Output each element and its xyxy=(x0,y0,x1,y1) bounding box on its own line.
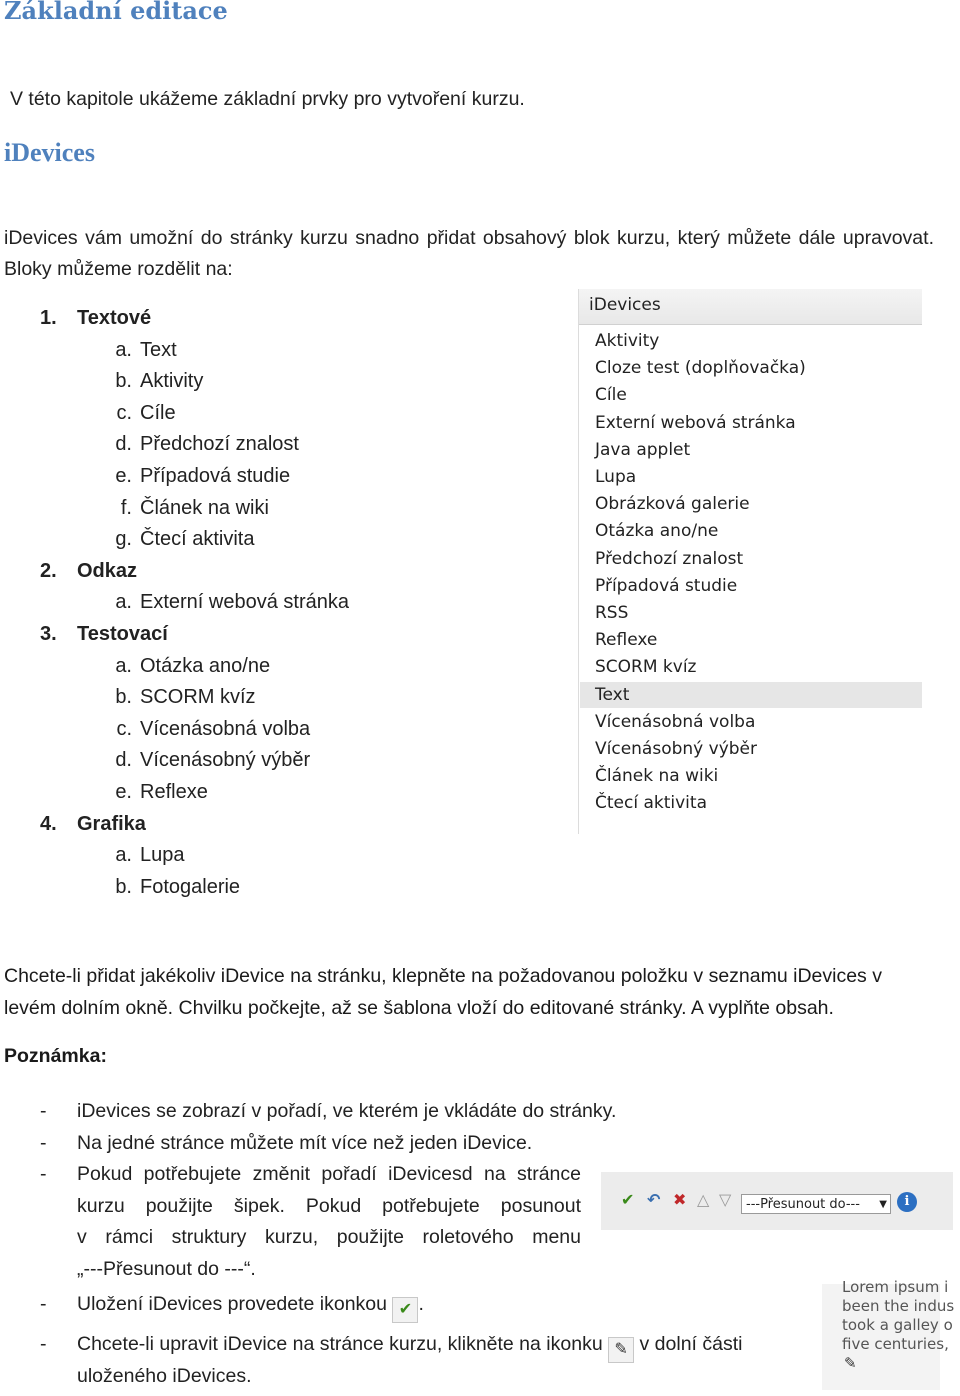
item-letter: c. xyxy=(116,717,132,740)
panel-item[interactable]: Externí webová stránka xyxy=(595,412,796,433)
item-letter: f. xyxy=(120,496,132,519)
bullet-dash: - xyxy=(40,1100,47,1122)
category-heading xyxy=(40,813,146,836)
bullet-text xyxy=(77,1329,742,1363)
lorem-line: been the indus xyxy=(842,1297,955,1315)
item-text: Případová studie xyxy=(140,465,291,487)
panel-item[interactable]: Předchozí znalost xyxy=(595,548,744,569)
chevron-down-icon: ▼ xyxy=(879,1199,887,1210)
item-letter: d. xyxy=(115,433,132,456)
item-text: SCORM kvíz xyxy=(140,686,256,709)
bullet-text: uloženého iDevices. xyxy=(77,1365,252,1387)
category-title: Grafika xyxy=(77,812,146,835)
category-item xyxy=(106,402,176,425)
panel-item[interactable]: Cloze test (doplňovačka) xyxy=(595,358,806,379)
item-letter: c. xyxy=(116,401,132,424)
item-letter: a. xyxy=(115,591,132,614)
category-heading xyxy=(40,560,137,583)
undo-icon[interactable]: ↶ xyxy=(647,1192,661,1209)
paragraph-line: levém dolním okně. Chvilku počkejte, až se šablona vloží do editované stránky. A vyplňte obsah. xyxy=(4,997,834,1019)
move-to-select-value: ---Přesunout do--- xyxy=(746,1197,860,1212)
bullet-text: iDevices se zobrazí v pořadí, ve kterém je vkládáte do stránky. xyxy=(77,1100,617,1122)
category-heading xyxy=(40,307,151,330)
bullet-text: Na jedné stránce můžete mít více než jeden iDevice. xyxy=(77,1132,533,1154)
edit-icon: ✎ xyxy=(608,1337,634,1363)
panel-item[interactable]: Text xyxy=(580,682,922,708)
bullet-line: kurzu použijte šipek. Pokud potřebujete posunout xyxy=(77,1194,581,1217)
info-icon[interactable]: i xyxy=(897,1192,917,1212)
category-item xyxy=(106,465,290,488)
bullet-text-part: . xyxy=(418,1293,424,1315)
item-letter: e. xyxy=(115,781,132,803)
item-letter: a. xyxy=(115,654,132,677)
category-item xyxy=(106,749,310,772)
note-bullets xyxy=(0,1096,960,1396)
delete-icon[interactable]: ✖ xyxy=(673,1192,687,1209)
category-item xyxy=(106,433,299,456)
item-text: Fotogalerie xyxy=(140,875,241,898)
item-text: Čtecí aktivita xyxy=(140,528,255,551)
item-letter: e. xyxy=(115,465,132,487)
category-item xyxy=(106,686,256,709)
item-text: Vícenásobná volba xyxy=(140,717,311,740)
bullet-line: Pokud potřebujete změnit pořadí iDevicesd na stránce xyxy=(77,1163,581,1185)
item-letter: a. xyxy=(115,844,132,867)
category-item xyxy=(106,781,208,804)
bullet-dash: - xyxy=(40,1333,47,1355)
category-number: 1. xyxy=(40,307,57,329)
add-idevice-paragraph xyxy=(4,960,949,1024)
category-title: Textové xyxy=(77,307,152,329)
lorem-preview xyxy=(822,1278,955,1390)
item-letter: b. xyxy=(115,686,132,709)
category-item xyxy=(106,718,310,741)
panel-item[interactable]: Aktivity xyxy=(595,331,660,351)
panel-item[interactable]: Obrázková galerie xyxy=(595,494,750,515)
item-letter: a. xyxy=(115,338,132,361)
bullet-text-part: v dolní části xyxy=(639,1333,743,1355)
panel-item[interactable]: Čtecí aktivita xyxy=(595,793,707,814)
note-title: Poznámka: xyxy=(4,1045,107,1067)
category-item xyxy=(106,370,203,393)
bullet-dash: - xyxy=(40,1293,47,1315)
panel-item[interactable]: Otázka ano/ne xyxy=(595,521,719,542)
lorem-line: five centuries, xyxy=(842,1335,949,1353)
category-number: 3. xyxy=(40,623,57,645)
category-number: 4. xyxy=(40,812,57,835)
item-letter: b. xyxy=(115,370,132,393)
panel-item[interactable]: Reflexe xyxy=(595,630,658,651)
lorem-line: Lorem ipsum i xyxy=(842,1278,949,1296)
category-item xyxy=(106,528,254,551)
bullet-dash: - xyxy=(40,1132,47,1154)
category-item xyxy=(106,655,270,678)
item-text: Předchozí znalost xyxy=(140,433,299,456)
page-title: Základní editace xyxy=(4,0,228,25)
bullet-text xyxy=(77,1289,424,1323)
item-text: Text xyxy=(140,338,177,361)
panel-item[interactable]: Článek na wiki xyxy=(595,766,719,787)
edit-icon[interactable]: ✎ xyxy=(844,1354,857,1372)
bullet-text-part: Chcete-li upravit iDevice na stránce kurzu, klikněte na ikonku xyxy=(77,1333,603,1355)
category-item xyxy=(106,844,185,867)
idevices-intro-paragraph: iDevices vám umožní do stránky kurzu snadno přidat obsahový blok kurzu, který můžete dále upravovat. Bloky můžeme rozdělit na: xyxy=(4,227,934,280)
panel-item[interactable]: RSS xyxy=(595,603,629,623)
bullet-line: v rámci struktury kurzu, použijte roletového menu xyxy=(77,1226,581,1248)
item-text: Otázka ano/ne xyxy=(140,654,271,677)
item-text: Reflexe xyxy=(140,781,208,803)
idevices-panel xyxy=(578,289,922,834)
item-text: Externí webová stránka xyxy=(140,591,349,614)
lorem-line: took a galley o xyxy=(842,1316,953,1334)
category-heading xyxy=(40,623,168,646)
category-item xyxy=(106,876,240,899)
category-item xyxy=(106,591,349,614)
bullet-text-part: Uložení iDevices provedete ikonkou xyxy=(77,1293,388,1315)
item-letter: g. xyxy=(115,528,132,551)
category-item xyxy=(106,339,177,362)
section-heading: iDevices xyxy=(4,138,95,167)
save-check-icon: ✔ xyxy=(392,1297,418,1323)
intro-text: V této kapitole ukážeme základní prvky pro vytvoření kurzu. xyxy=(10,88,525,110)
move-to-select[interactable] xyxy=(741,1194,891,1214)
item-text: Cíle xyxy=(140,401,176,424)
bullet-dash: - xyxy=(40,1163,47,1185)
panel-item[interactable]: Java applet xyxy=(595,439,691,460)
paragraph-line: Chcete-li přidat jakékoliv iDevice na stránku, klepněte na požadovanou položku v seznamu iDevices v xyxy=(4,965,882,987)
panel-item[interactable]: Případová studie xyxy=(595,575,738,596)
panel-item[interactable]: SCORM kvíz xyxy=(595,657,697,678)
panel-item[interactable]: Vícenásobný výběr xyxy=(595,739,757,759)
move-down-icon[interactable]: ▽ xyxy=(719,1192,732,1209)
panel-title: iDevices xyxy=(589,295,661,315)
item-letter: b. xyxy=(115,875,132,898)
item-text: Vícenásobný výběr xyxy=(140,749,311,772)
category-title: Odkaz xyxy=(77,559,138,582)
item-text: Aktivity xyxy=(140,370,204,393)
idevice-toolbar xyxy=(601,1172,953,1230)
panel-header xyxy=(579,289,922,325)
panel-item[interactable]: Vícenásobná volba xyxy=(595,711,756,732)
move-up-icon[interactable]: △ xyxy=(697,1192,710,1209)
category-title: Testovací xyxy=(77,623,168,645)
panel-item[interactable]: Cíle xyxy=(595,385,627,406)
category-item xyxy=(106,497,269,520)
item-letter: d. xyxy=(115,749,132,772)
bullet-line: „---Přesunout do ---“. xyxy=(77,1257,256,1280)
category-number: 2. xyxy=(40,559,57,582)
panel-item[interactable]: Lupa xyxy=(595,467,637,487)
item-text: Článek na wiki xyxy=(140,496,269,519)
item-text: Lupa xyxy=(140,844,185,867)
check-icon[interactable]: ✔ xyxy=(621,1192,635,1209)
bullet-text-block xyxy=(77,1159,581,1285)
